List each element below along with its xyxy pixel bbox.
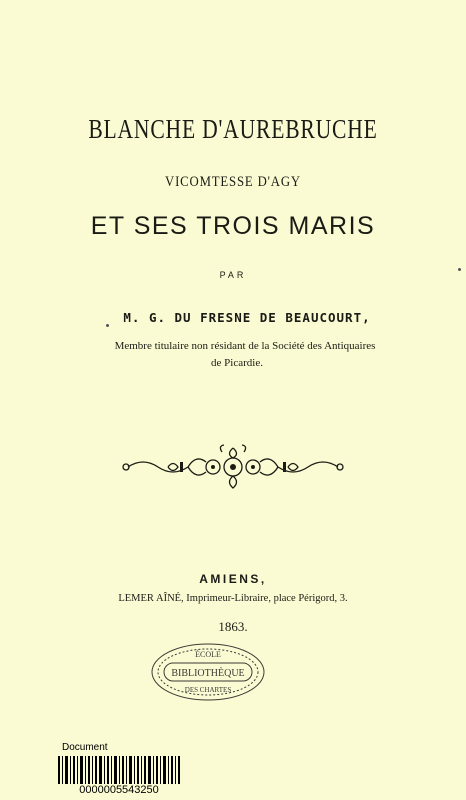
author-affiliation-line2: de Picardie. <box>211 357 263 369</box>
printer-info: LEMER AÎNÉ, Imprimeur-Libraire, place Périgord, 3. <box>118 593 348 604</box>
library-stamp <box>148 640 268 704</box>
author-affiliation-line1: Membre titulaire non résidant de la Société des Antiquaires <box>114 340 376 352</box>
stamp-top-text: ÉCOLE <box>195 650 221 659</box>
book-subtitle: VICOMTESSE D'AGY <box>165 174 301 190</box>
stamp-bottom-text: DES CHARTES <box>184 686 232 694</box>
book-title: BLANCHE D'AUREBRUCHE <box>88 114 378 144</box>
barcode-label: Document <box>62 742 108 753</box>
by-label: PAR <box>219 270 247 280</box>
stamp-middle-text: BIBLIOTHÈQUE <box>171 668 245 679</box>
publication-city: AMIENS, <box>199 572 267 586</box>
publication-year: 1863. <box>218 619 248 634</box>
speck <box>106 324 109 327</box>
book-heading: ET SES TROIS MARIS <box>90 212 376 240</box>
author-name: M. G. DU FRESNE DE BEAUCOURT, <box>123 310 371 325</box>
decorative-ornament-icon <box>118 442 348 492</box>
barcode-icon <box>58 755 180 787</box>
barcode-number: 0000005543250 <box>79 784 159 796</box>
speck <box>458 268 461 271</box>
